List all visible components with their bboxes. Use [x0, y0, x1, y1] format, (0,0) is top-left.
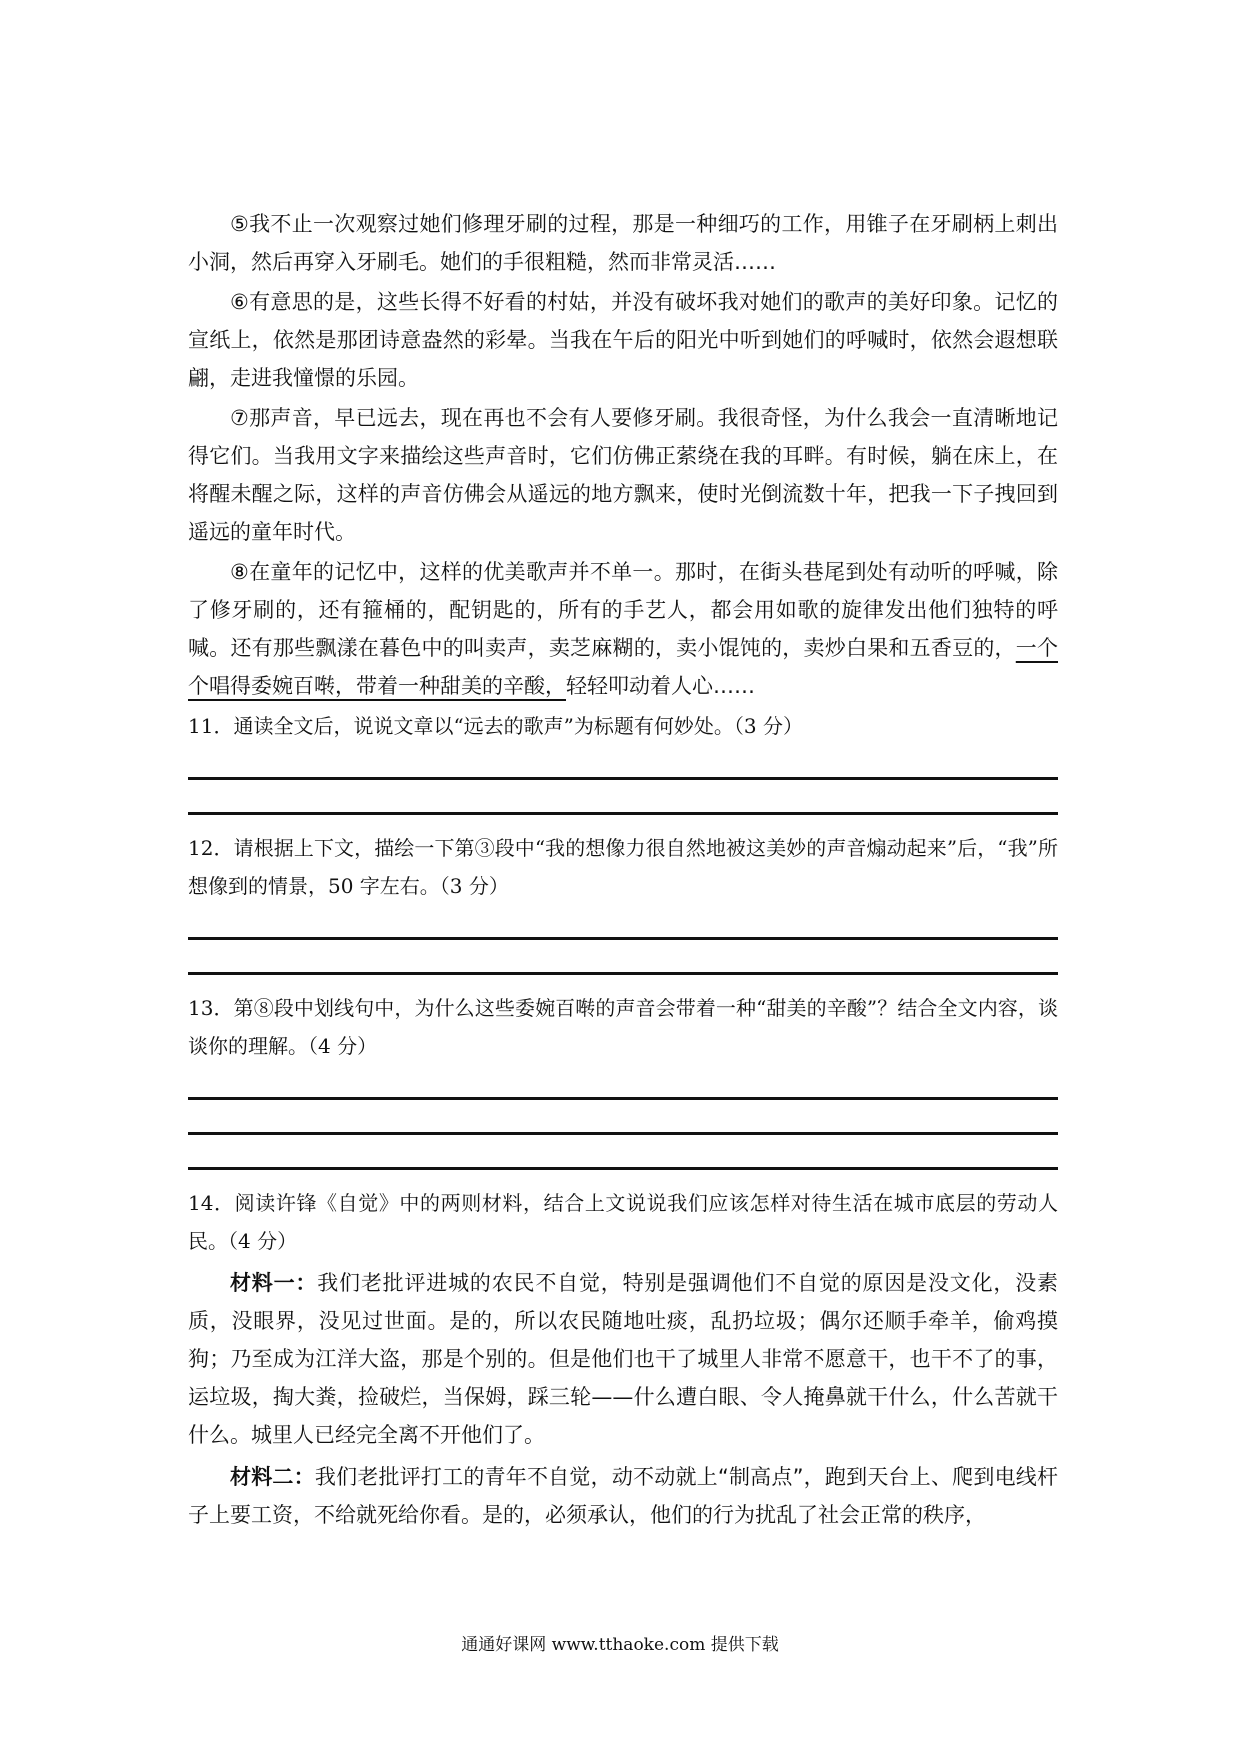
paragraph-8-tail: 轻轻叩动着人心…… [566, 674, 755, 698]
question-12: 12．请根据上下文，描绘一下第③段中“我的想像力很自然地被这美妙的声音煽动起来”后，“我”所想像到的情景，50 字左右。（3 分） [188, 836, 1058, 898]
material-2-text: 我们老批评打工的青年不自觉，动不动就上“制高点”，跑到天台上、爬到电线杆子上要工资，不给就死给你看。是的，必须承认，他们的行为扰乱了社会正常的秩序， [188, 1465, 1059, 1527]
paragraph-7: ⑦那声音，早已远去，现在再也不会有人要修牙刷。我很奇怪，为什么我会一直清晰地记得它们。当我用文字来描绘这些声音时，它们仿佛正萦绕在我的耳畔。有时候，躺在床上，在将醒未醒之际，这样的声音仿佛会从遥远的地方飘来，使时光倒流数十年，把我一下子拽回到遥远的童年时代。 [188, 406, 1058, 544]
paragraph-8-underlined-sentence: 一个个唱得委婉百啭，带着一种甜美的辛酸， [188, 636, 1059, 698]
paragraph-8 [188, 553, 1058, 705]
material-1-label: 材料一： [230, 1271, 318, 1295]
material-2 [188, 1458, 1058, 1534]
material-1 [188, 1264, 1058, 1454]
page-footer: 通通好课网 www.tthaoke.com 提供下载 [461, 1635, 779, 1655]
question-11: 11．通读全文后，说说文章以“远去的歌声”为标题有何妙处。（3 分） [188, 714, 803, 738]
paragraph-5: ⑤我不止一次观察过她们修理牙刷的过程，那是一种细巧的工作，用锥子在牙刷柄上刺出小洞，然后再穿入牙刷毛。她们的手很粗糙，然而非常灵活…… [188, 212, 1058, 274]
question-13: 13．第⑧段中划线句中，为什么这些委婉百啭的声音会带着一种“甜美的辛酸”？结合全文内容，谈谈你的理解。（4 分） [188, 996, 1058, 1058]
exam-page [188, 205, 1058, 1534]
material-2-label: 材料二： [230, 1465, 315, 1489]
paragraph-6: ⑥有意思的是，这些长得不好看的村姑，并没有破坏我对她们的歌声的美好印象。记忆的宣纸上，依然是那团诗意盎然的彩晕。当我在午后的阳光中听到她们的呼喊时，依然会遐想联翩，走进我憧憬的乐园。 [188, 290, 1058, 390]
material-1-text: 我们老批评进城的农民不自觉，特别是强调他们不自觉的原因是没文化，没素质，没眼界，没见过世面。是的，所以农民随地吐痰，乱扔垃圾；偶尔还顺手牵羊，偷鸡摸狗；乃至成为江洋大盗，那是个别的。但是他们也干了城里人非常不愿意干，也干不了的事，运垃圾，掏大粪，捡破烂，当保姆，踩三轮——什么遭白眼、令人掩鼻就干什么，什么苦就干什么。城里人已经完全离不开他们了。 [188, 1271, 1059, 1447]
question-14: 14．阅读许锋《自觉》中的两则材料，结合上文说说我们应该怎样对待生活在城市底层的劳动人民。（4 分） [188, 1191, 1058, 1253]
paragraph-8-main: ⑧在童年的记忆中，这样的优美歌声并不单一。那时，在街头巷尾到处有动听的呼喊，除了修牙刷的，还有箍桶的，配钥匙的，所有的手艺人，都会用如歌的旋律发出他们独特的呼喊。还有那些飘漾在暮色中的叫卖声，卖芝麻糊的，卖小馄饨的，卖炒白果和五香豆的， [188, 560, 1058, 660]
